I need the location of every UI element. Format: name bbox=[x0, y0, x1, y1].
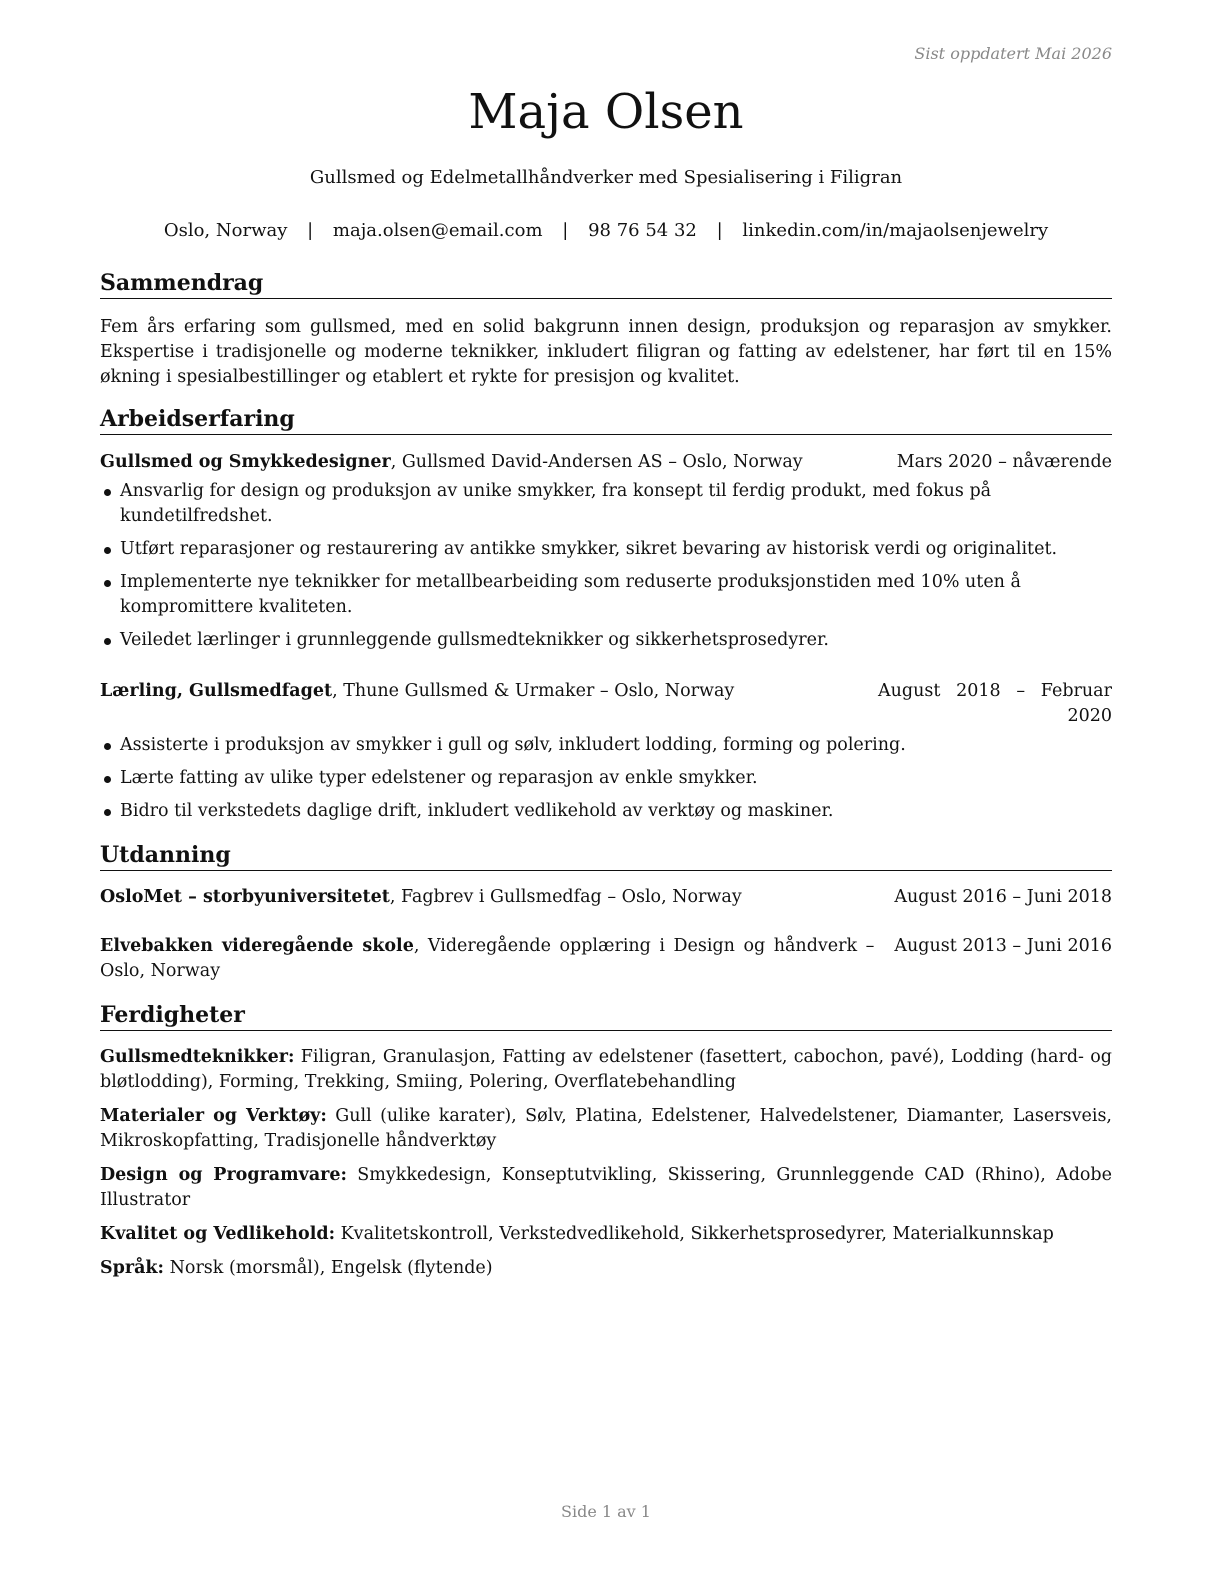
list-item: Veiledet lærlinger i grunnleggende gullsmedteknikker og sikkerhetsprosedyrer. bbox=[100, 628, 1112, 653]
job-bullets bbox=[100, 479, 1112, 653]
section-title-experience: Arbeidserfaring bbox=[100, 404, 1112, 435]
education-entry bbox=[100, 934, 1112, 984]
skill-label: Gullsmedteknikker: bbox=[100, 1047, 295, 1067]
skill-row bbox=[100, 1256, 1112, 1281]
skill-value: Filigran, Granulasjon, Fatting av edelstener (fasettert, cabochon, pavé), Lodding (hard- og bløtlodding), Forming, Trekking, Smiing, Polering, Overflatebehandling bbox=[100, 1047, 1112, 1092]
education-title-line bbox=[100, 934, 874, 984]
job-header bbox=[100, 679, 1112, 729]
education-dates: August 2013 – Juni 2016 bbox=[894, 936, 1112, 956]
contact-separator: | bbox=[716, 220, 723, 241]
list-item: Lærte fatting av ulike typer edelstener og reparasjon av enkle smykker. bbox=[100, 766, 1112, 791]
job-role: Lærling, Gullsmedfaget bbox=[100, 681, 333, 701]
contact-email[interactable]: maja.olsen@email.com bbox=[332, 220, 543, 241]
skill-row bbox=[100, 1222, 1112, 1247]
skill-value: Smykkedesign, Konseptutvikling, Skissering, Grunnleggende CAD (Rhino), Adobe Illustrator bbox=[100, 1165, 1112, 1210]
skill-label: Materialer og Verktøy: bbox=[100, 1106, 327, 1126]
skill-label: Språk: bbox=[100, 1258, 165, 1278]
job-org: , Gullsmed David-Andersen AS – Oslo, Norway bbox=[390, 452, 803, 472]
job-header bbox=[100, 450, 1112, 475]
skill-row bbox=[100, 1163, 1112, 1213]
skill-label: Kvalitet og Vedlikehold: bbox=[100, 1224, 336, 1244]
list-item: Assisterte i produksjon av smykker i gull og sølv, inkludert lodding, forming og polering. bbox=[100, 733, 1112, 758]
list-item: Bidro til verkstedets daglige drift, inkludert vedlikehold av verktøy og maskiner. bbox=[100, 799, 1112, 824]
contact-separator: | bbox=[562, 220, 569, 241]
job-entry bbox=[100, 450, 1112, 653]
contact-location: Oslo, Norway bbox=[163, 220, 288, 241]
skill-value: Kvalitetskontroll, Verkstedvedlikehold, Sikkerhetsprosedyrer, Materialkunnskap bbox=[335, 1224, 1054, 1244]
skill-row bbox=[100, 1104, 1112, 1154]
section-title-skills: Ferdigheter bbox=[100, 1000, 1112, 1031]
resume-page bbox=[100, 0, 1112, 1584]
summary-text: Fem års erfaring som gullsmed, med en solid bakgrunn innen design, produksjon og reparasjon av smykker. Ekspertise i tradisjonelle og moderne teknikker, inkludert filigran og fatting av edelstener, har ført til en 15% økning i spesialbestillinger og etablert et rykte for presisjon og kvalitet. bbox=[100, 317, 1112, 387]
education-school: OsloMet – storbyuniversitetet bbox=[100, 887, 390, 907]
candidate-name: Maja Olsen bbox=[468, 84, 744, 140]
job-bullets bbox=[100, 733, 1112, 824]
list-item: Implementerte nye teknikker for metallbearbeiding som reduserte produksjonstiden med 10% uten å kompromittere kvaliteten. bbox=[100, 570, 1112, 620]
section-title-education: Utdanning bbox=[100, 840, 1112, 871]
job-role: Gullsmed og Smykkedesigner bbox=[100, 452, 391, 472]
job-org: , Thune Gullsmed & Urmaker – Oslo, Norway bbox=[332, 681, 735, 701]
job-title-line bbox=[100, 450, 877, 475]
job-title-line bbox=[100, 679, 858, 704]
skills-list bbox=[100, 1045, 1112, 1281]
section-title-summary: Sammendrag bbox=[100, 268, 1112, 299]
education-dates: August 2016 – Juni 2018 bbox=[894, 887, 1112, 907]
education-detail: , Fagbrev i Gullsmedfag – Oslo, Norway bbox=[389, 887, 742, 907]
job-dates: Mars 2020 – nåværende bbox=[896, 452, 1112, 472]
list-item: Utført reparasjoner og restaurering av antikke smykker, sikret bevaring av historisk verdi og originalitet. bbox=[100, 537, 1112, 562]
contact-phone: 98 76 54 32 bbox=[588, 220, 697, 241]
contact-separator: | bbox=[307, 220, 314, 241]
list-item: Ansvarlig for design og produksjon av unike smykker, fra konsept til ferdig produkt, med fokus på kundetilfredshet. bbox=[100, 479, 1112, 529]
skill-row bbox=[100, 1045, 1112, 1095]
resume-content bbox=[100, 268, 1112, 1290]
contact-line bbox=[100, 220, 1112, 241]
contact-linkedin[interactable]: linkedin.com/in/majaolsenjewelry bbox=[742, 220, 1049, 241]
job-entry bbox=[100, 679, 1112, 824]
last-updated: Sist oppdatert Mai 2026 bbox=[914, 44, 1112, 63]
headline: Gullsmed og Edelmetallhåndverker med Spesialisering i Filigran bbox=[309, 167, 903, 188]
skill-label: Design og Programvare: bbox=[100, 1165, 347, 1185]
job-dates: August 2018 – Februar 2020 bbox=[878, 681, 1112, 726]
page-number: Side 1 av 1 bbox=[561, 1502, 651, 1521]
skill-value: Gull (ulike karater), Sølv, Platina, Edelstener, Halvedelstener, Diamanter, Lasersveis, Mikroskopfatting, Tradisjonelle håndverktøy bbox=[100, 1106, 1112, 1151]
education-detail: , Videregående opplæring i Design og håndverk – Oslo, Norway bbox=[100, 936, 875, 981]
education-title-line bbox=[100, 885, 874, 910]
skill-value: Norsk (morsmål), Engelsk (flytende) bbox=[164, 1258, 493, 1278]
education-entry bbox=[100, 885, 1112, 910]
education-school: Elvebakken videregående skole bbox=[100, 936, 414, 956]
